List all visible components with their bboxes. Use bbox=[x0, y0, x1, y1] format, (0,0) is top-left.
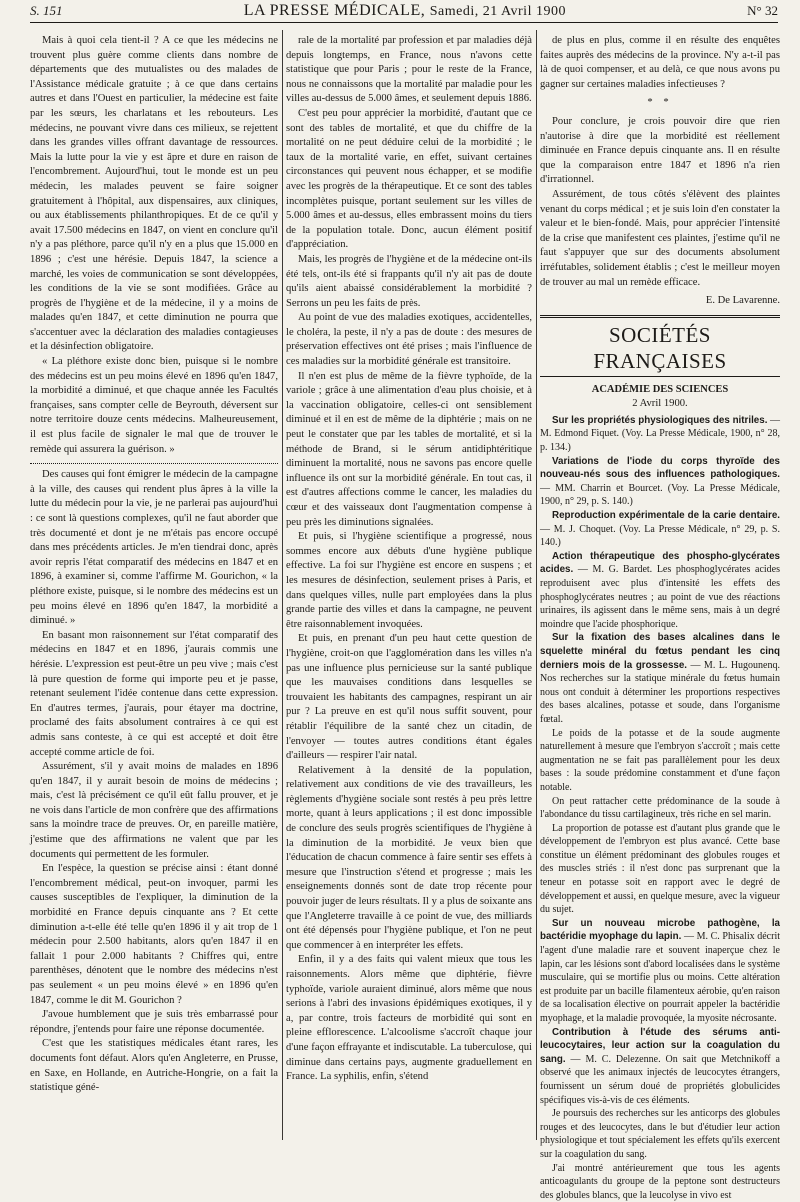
entry-continuation bbox=[540, 727, 780, 917]
entry-title: Sur la fixation des bases alcalines dans le squelette minéral du fœtus pendant les cinq derniers mois de la grossesse. bbox=[540, 632, 780, 671]
paragraph: rale de la mortalité par profession et par maladies déjà depuis longtemps, en France, nous n'avons cette statistique que pour Paris ; pour le reste de la France, nous ne connaissons que la mortalité par maladie pour les villes au-dessus de 5.000 âmes, et seulement depuis 1886. bbox=[286, 35, 532, 105]
communication-entry bbox=[540, 455, 780, 509]
entry-text: — M. C. Delezenne. On sait que Metchnikoff a observé que les animaux injectés de leucocytes étrangers, fournissent un sérum doué de propriétés globulicides spécifiques vis-à-vis de ces éléments. bbox=[540, 1053, 780, 1106]
paragraph: Des causes qui font émigrer le médecin de la campagne à la ville, des causes qui rendent plus âpres à la ville la lutte du médecin pour la vie, je ne parlerai pas aujourd'hui : ce sont là questions complexes, qu'il ne faut aborder que très documenté et dont je ne m'étais pas encore occupé dans mes précédents articles. Je m'en tiendrai donc, après avoir repris l'état comparatif des médecins en 1847 et en 1896, à examiner si, comme l'affirme M. Gourichon, « la pléthore existe, puisque, si le nombre des médecins est un peu moins élevé en 1896 qu'en 1847, la morbidité a diminué. » bbox=[30, 469, 278, 627]
entry-title: Action thérapeutique des phospho-glycérates acides. bbox=[540, 550, 780, 576]
paragraph: En basant mon raisonnement sur l'état comparatif des médecins en 1847 et en 1896, j'aurais commis une hérésie. L'expression est peut-être un peu vive ; mais c'est là pure question de forme qui importe peu et je passe, retenant seulement l'idée contenue dans cette expression. En d'autres termes, j'aurais, pour étayer ma doctrine, proclamé des faits absolument contraires à ce qui est admis sans conteste, à ce qui est accepté et doit être accepté comme article de foi. bbox=[30, 629, 278, 758]
running-header bbox=[30, 2, 778, 23]
paragraph: Assurément, s'il y avait moins de malades en 1896 qu'en 1847, il y aurait besoin de moins de médecins ; mais, c'est là précisément ce qu'il eût fallu prouver, et je ne vois dans l'article de mon confrère que des affirmations sans la moindre trace de preuves. Or, en pareille matière, j'estime que des affirmations ne valent que par les documents qui permettent de les formuler. bbox=[30, 761, 278, 860]
paragraph: C'est peu pour apprécier la morbidité, d'autant que ce sont des tables de mortalité, et que du chiffre de la mortalité on ne peut déduire celui de la morbidité ; le taux de la mortalité varie, en effet, suivant certaines circonstances qui peuvent nous échapper, et se modifie avec les progrès de la thérapeutique. Et ce sont des tables incomplètes puisque, portant seulement sur les villes de 5.000 âmes et au-dessus, elles embrassent moins du tiers de la population totale. Donc, aucun élément positif d'appréciation. bbox=[286, 107, 532, 251]
entry-text: — M. J. Choquet. (Voy. La Presse Médicale, n° 29, p. S. 140.) bbox=[540, 523, 780, 549]
issue-number: N° 32 bbox=[747, 3, 778, 18]
paragraph: La proportion de potasse est d'autant plus grande que le développement de l'embryon est plus avancé. Cette base constitue un élément prédominant des globules rouges et des muscles striés : il n'est donc pas surprenant que la teneur en potasse soit en rapport avec le degré de développement et aussi, en quelque mesure, avec la vigueur du sujet. bbox=[540, 822, 780, 916]
communication-entry bbox=[540, 414, 780, 455]
communication-entry bbox=[540, 509, 780, 550]
issue-date: Samedi, 21 Avril 1900 bbox=[429, 4, 566, 19]
page-number: S. 151 bbox=[30, 3, 63, 18]
entry-title: Sur un nouveau microbe pathogène, la bactéridie myophage du lapin. bbox=[540, 917, 780, 943]
paragraph: Mais, les progrès de l'hygiène et de la médecine ont-ils été tels, ont-ils été si frappants qu'il n'y ait pas de doute qu'ils aient abaissé considérablement la morbidité ? Serrons un peu les faits de près. bbox=[286, 253, 532, 309]
paragraph: J'ai montré antérieurement que tous les agents anticoagulants du groupe de la peptone sont destructeurs des globules blancs, que la leucolyse in vivo est bbox=[540, 1162, 780, 1201]
paragraph: Et puis, en prenant d'un peu haut cette question de l'hygiène, croit-on que l'agglomération dans les villes n'a pas une influence plus pernicieuse sur la santé publique que les mauvaises conditions dans lesquelles se trouvaient les habitants des campagnes, respirant un air pur ? La preuve en est qu'il nous suffit souvent, pour rétablir l'équilibre de la santé chez un citadin, de l'envoyer — toutes autres conditions étant égales d'ailleurs — respirer l'air natal. bbox=[286, 633, 532, 762]
paragraph: Enfin, il y a des faits qui valent mieux que tous les raisonnements. Alors même que diphtérie, fièvre typhoïde, variole auraient diminué, alors même que nous serions à l'abri des invasions épidémiques exotiques, il y a, par contre, trois facteurs de morbidité qui sont en pleine efflorescence. L'alcoolisme s'accroît chaque jour d'une façon effrayante et indiscutable. La tuberculose, qui diminue dans certains pays, augmente graduellement en France. La syphilis, enfin, s'étend bbox=[286, 954, 532, 1083]
column-2 bbox=[286, 34, 532, 1143]
entry-title: Contribution à l'étude des sérums anti-leucocytaires, leur action sur la coagulation du sang. bbox=[540, 1026, 780, 1065]
session-date: 2 Avril 1900. bbox=[632, 398, 688, 410]
paragraph: Il n'en est plus de même de la fièvre typhoïde, de la variole ; grâce à une alimentation d'eau plus choisie, et à la vaccination obligatoire, celles-ci ont sensiblement diminué et il en est de même de la diphtérie ; mais on ne peut le constater que par les tables de mortalité, et si la méthode de Brand, si le sérum antidiphtéritique diminuent la mortalité, nous ne savons pas encore quelle influence ils ont sur la morbidité générale. En tout cas, il est d'autres affections comme le cancer, les maladies du cœur et des vaisseaux dont l'augmentation compense à peu près les diminutions signalées. bbox=[286, 370, 532, 528]
paragraph: C'est que les statistiques médicales étant rares, les documents font défaut. Alors qu'en Angleterre, en Prusse, en Saxe, en Hollande, en Autriche-Hongrie, on a fait la statistique géné- bbox=[30, 1038, 278, 1094]
paragraph: « La pléthore existe donc bien, puisque si le nombre des médecins est un peu moins élevé en 1896 qu'en 1847, la morbidité a diminué, et que chaque année les Facultés françaises, sans compter celle de Beyrouth, déversent sur notre territoire douze cents médecins. Malheureusement, il est plus facile de signaler le mal que de trouver le remède qui assurera la guérison. » bbox=[30, 356, 278, 455]
communication-entry bbox=[540, 550, 780, 632]
column-3 bbox=[540, 34, 780, 1201]
paragraph: J'avoue humblement que je suis très embarrassé pour répondre, j'entends pour faire une réponse documentée. bbox=[30, 1009, 278, 1035]
journal-name: LA PRESSE MÉDICALE, bbox=[243, 2, 426, 19]
entry-title: Variations de l'iode du corps thyroïde des nouveau-nés sous des influences pathologiques. bbox=[540, 455, 780, 481]
academy-heading: ACADÉMIE DES SCIENCES bbox=[591, 383, 729, 395]
entry-text: — M. L. Hugounenq. Nos recherches sur la statique minérale du fœtus humain nous ont conduit à déterminer les proportions respectives des bases alcalines, potasse et soude, dans l'organisme fœtal. bbox=[540, 659, 780, 725]
entry-text: — M. Edmond Fiquet. (Voy. La Presse Médicale, 1900, n° 28, p. 134.) bbox=[540, 414, 780, 454]
paragraph: En l'espèce, la question se précise ainsi : étant donné l'encombrement médical, peut-on invoquer, parmi les causes susceptibles de l'expliquer, la diminution de la morbidité en France depuis cinquante ans ? Et cette diminution a-t-elle été telle qu'en 1896 il y ait trop de 1 médecin pour 2.500 habitants, alors qu'en 1847 il en fallait 1 pour 2.000 habitants ? Chiffres qui, entre parenthèses, dénotent que le nombre des médecins n'est pas seulement « un peu moins élevé » en 1896 qu'en 1847, comme le dit M. Gourichon ? bbox=[30, 863, 278, 1006]
paragraph: Et puis, si l'hygiène scientifique a progressé, nous sommes encore aux débuts d'une hygiène publique effective. La foi sur l'hygiène est encore en suspens ; et les mesures de désinfection, seulement prises à Paris, et dans quelques villes, nulle part employées dans la plus grande partie des villes et dans la campagne, ne peuvent être raisonnablement invoquées. bbox=[286, 531, 532, 630]
paragraph: Le poids de la potasse et de la soude augmente naturellement à mesure que l'embryon s'accroît ; mais cette augmentation ne se fait pas parallèlement pour les deux bases : la soude prédomine constamment et d'une façon notable. bbox=[540, 727, 780, 793]
section-heading: SOCIÉTÉS FRANÇAISES bbox=[540, 315, 780, 377]
communication-entry bbox=[540, 1026, 780, 1108]
asterism: * * bbox=[647, 97, 673, 109]
dotted-separator bbox=[30, 463, 278, 464]
column-rule-1 bbox=[282, 30, 283, 1140]
paragraph: Je poursuis des recherches sur les anticorps des globules rouges et des leucocytes, dans le but d'étudier leur action physiologique et tout spécialement les effets qu'ils exercent sur la coagulation du sang. bbox=[540, 1108, 780, 1160]
paragraph: de plus en plus, comme il en résulte des enquêtes faites auprès des médecins de la province. N'y a-t-il pas là de quoi compenser, et au delà, ce que nous avons pu gagner sur certaines maladies infectieuses ? bbox=[540, 35, 780, 90]
entry-continuation bbox=[540, 1107, 780, 1202]
author-signature: E. De Lavarenne. bbox=[705, 295, 780, 307]
journal-title bbox=[244, 2, 566, 20]
communication-entry bbox=[540, 917, 780, 1026]
entry-title: Reproduction expérimentale de la carie dentaire. bbox=[552, 510, 780, 522]
paragraph: On peut rattacher cette prédominance de la soude à l'abondance du tissu cartilagineux, très riche en sel marin. bbox=[540, 795, 780, 821]
paragraph: Relativement à la densité de la population, relativement aux conditions de vie des travailleurs, les règlements d'hygiène sociale sont restés à peu près lettre morte, quant à leurs applications ; il est donc impossible de conclure des seuls progrès scientifiques de l'hygiène à la diminution de la morbidité. Je veux bien que l'éducation de chacun commence à faire sentir ses effets à mesure que l'instruction s'étend et progresse ; mais les enseignements donnés sont de date trop récente pour pouvoir juger de leurs résultats. Il y a plus de soixante ans que l'Angleterre travaille à ce point de vue, des milliards ont été dépensés pour l'hygiène publique, et l'on ne peut que commencer à en interpréter les effets. bbox=[286, 764, 532, 951]
paragraph: Assurément, de tous côtés s'élèvent des plaintes venant du corps médical ; et je suis loin d'en constater la valeur et le bien-fondé. Mais, pour apprécier l'intensité de la crise que manifestent ces plaintes, j'estime qu'il ne faut s'appuyer que sur des documents absolument irréfutables, solidement établis ; c'est le meilleur moyen de trouver au mal un remède efficace. bbox=[540, 188, 780, 288]
paragraph: Pour conclure, je crois pouvoir dire que rien n'autorise à dire que la morbidité est réellement diminuée en France depuis cinquante ans. Il en résulte que la comparaison entre 1847 et 1896 n'a rien d'irrationnel. bbox=[540, 115, 780, 186]
entry-text: — MM. Charrin et Bourcet. (Voy. La Presse Médicale, 1900, n° 29, p. S. 140.) bbox=[540, 482, 780, 508]
column-rule-2 bbox=[536, 30, 537, 1140]
communication-entry bbox=[540, 631, 780, 726]
paragraph: Mais à quoi cela tient-il ? A ce que les médecins ne trouvent plus guère comme clients dans nombre de départements que des mutualistes ou des malades de l'Assistance médicale gratuite ; à ce que dans certains autres et dans l'Ouest en particulier, la médecine est faite par les sœurs, les charlatans et les rebouteurs. Les médecins, ne pouvant vivre dans ces milieux, se rejettent dans les grandes villes offrant davantage de ressources. Mais la lutte pour la vie y est âpre et dure en raison de l'encombrement. Aujourd'hui, tout le monde est un peu médecin, les malades peuvent se faire soigner gratuitement à l'hôpital, aux dispensaires, aux cliniques, ou aux établissements philanthropiques. Et de ce qu'il y avait 17.500 médecins en 1847, on vient en conclure qu'il n'y a pas pléthore, parce qu'il n'y en a plus que 15.000 en 1896 ; c'est une hérésie. Depuis 1847, la science a marché, les voies de communication se sont développées, les conditions de la vie se sont modifiées. Grâce au progrès de l'hygiène et de la médecine, il y a moins de malades qu'en 1847, et cette diminution ne pourra que s'accentuer avec la déclaration des maladies contagieuses et la désinfection obligatoire. bbox=[30, 35, 278, 353]
entry-text: — M. G. Bardet. Les phosphoglycérates acides reproduisent avec plus d'intensité les effets des phosphoglycérates neutres ; au point de vue des réactions urinaires, ils agissent dans le même sens, mais à un degré moindre que l'acide phosphorique. bbox=[540, 564, 780, 630]
entry-title: Sur les propriétés physiologiques des nitriles. bbox=[552, 414, 768, 426]
paragraph: Au point de vue des maladies exotiques, accidentelles, le choléra, la peste, il n'y a pas de doute : des mesures de préservation effectives ont été prises ; mais l'influence de ces maladies sur la morbidité générale est transitoire. bbox=[286, 312, 532, 368]
entry-text: — M. C. Phisalix décrit l'agent d'une maladie rare et souvent inaperçue chez le lapin, car les lésions sont d'abord localisées dans le système musculaire, qui se mortifie plus ou moins. Cette altération est produite par un bacille filamenteux aérobie, qu'en raison de sa localisation élective on pourrait appeler la bactéridie myophage, et la maladie provoquée, la myosite nécrosante. bbox=[540, 931, 780, 1024]
column-1 bbox=[30, 34, 278, 1143]
